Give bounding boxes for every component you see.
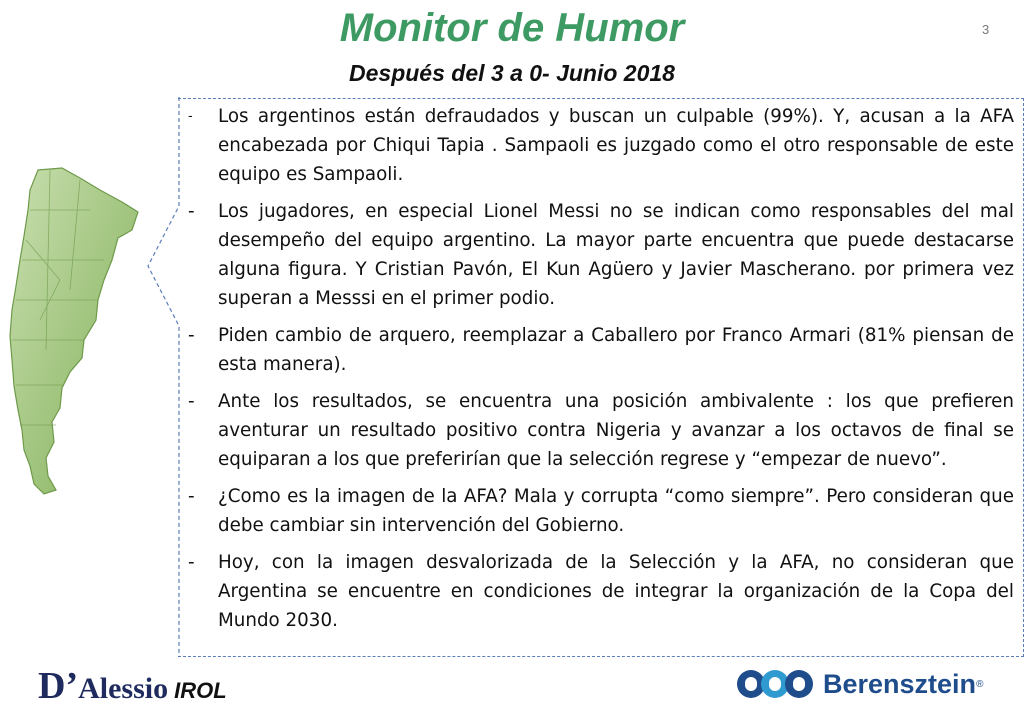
bullet-text: Ante los resultados, se encuentra una posición ambivalente : los que prefieren aventurar un resultado positivo contra Nigeria y avanzar a los octavos de final se equiparan a los que preferirían que la selección regrese y “empezar de nuevo”. [218, 391, 1014, 470]
bracket-connector [144, 96, 180, 658]
bullet-text: Piden cambio de arquero, reemplazar a Caballero por Franco Armari (81% piensan de esta manera). [218, 325, 1014, 375]
bullet-marker: - [188, 552, 195, 573]
bullet-text: Los argentinos están defraudados y buscan un culpable (99%). Y, acusan a la AFA encabezada por Chiqui Tapia . Sampaoli es juzgado como el otro responsable de este equipo es Sampaoli. [218, 106, 1014, 185]
bullet-marker: - [188, 201, 195, 222]
dalessio-logo-name: Alessio [78, 672, 169, 705]
dalessio-logo-suffix: IROL [174, 678, 227, 703]
list-item [188, 482, 1014, 540]
list-item [188, 387, 1014, 474]
slide-title: Monitor de Humor [339, 6, 685, 50]
berensztein-logo-icon [735, 666, 815, 702]
bullet-marker: - [188, 486, 195, 507]
dalessio-logo-d: D’ [38, 665, 79, 707]
berensztein-logo [735, 664, 983, 704]
berensztein-logo-name: Berensztein [823, 668, 977, 699]
dalessio-logo [38, 664, 227, 708]
page-number: 3 [982, 22, 990, 37]
slide-subtitle: Después del 3 a 0- Junio 2018 [349, 60, 675, 86]
bullet-text: ¿Como es la imagen de la AFA? Mala y corrupta “como siempre”. Pero consideran que debe cambiar sin intervención del Gobierno. [218, 486, 1014, 536]
bullet-list [188, 102, 1014, 643]
bullet-marker: - [188, 325, 195, 346]
bullet-text: Hoy, con la imagen desvalorizada de la Selección y la AFA, no consideran que Argentina se encuentre en condiciones de integrar la organización de la Copa del Mundo 2030. [218, 552, 1014, 631]
bullet-text: Los jugadores, en especial Lionel Messi no se indican como responsables del mal desempeño del equipo argentino. La mayor parte encuentra que puede destacarse alguna figura. Y Cristian Pavón, El Kun Agüero y Javier Mascherano. por primera vez superan a Messsi en el primer podio. [218, 201, 1014, 309]
bullet-marker: - [188, 109, 193, 124]
argentina-map-icon [0, 150, 150, 510]
list-item [188, 102, 1014, 189]
bullet-marker: - [188, 391, 195, 412]
registered-mark: ® [976, 678, 984, 690]
list-item [188, 548, 1014, 635]
list-item [188, 197, 1014, 313]
list-item [188, 321, 1014, 379]
